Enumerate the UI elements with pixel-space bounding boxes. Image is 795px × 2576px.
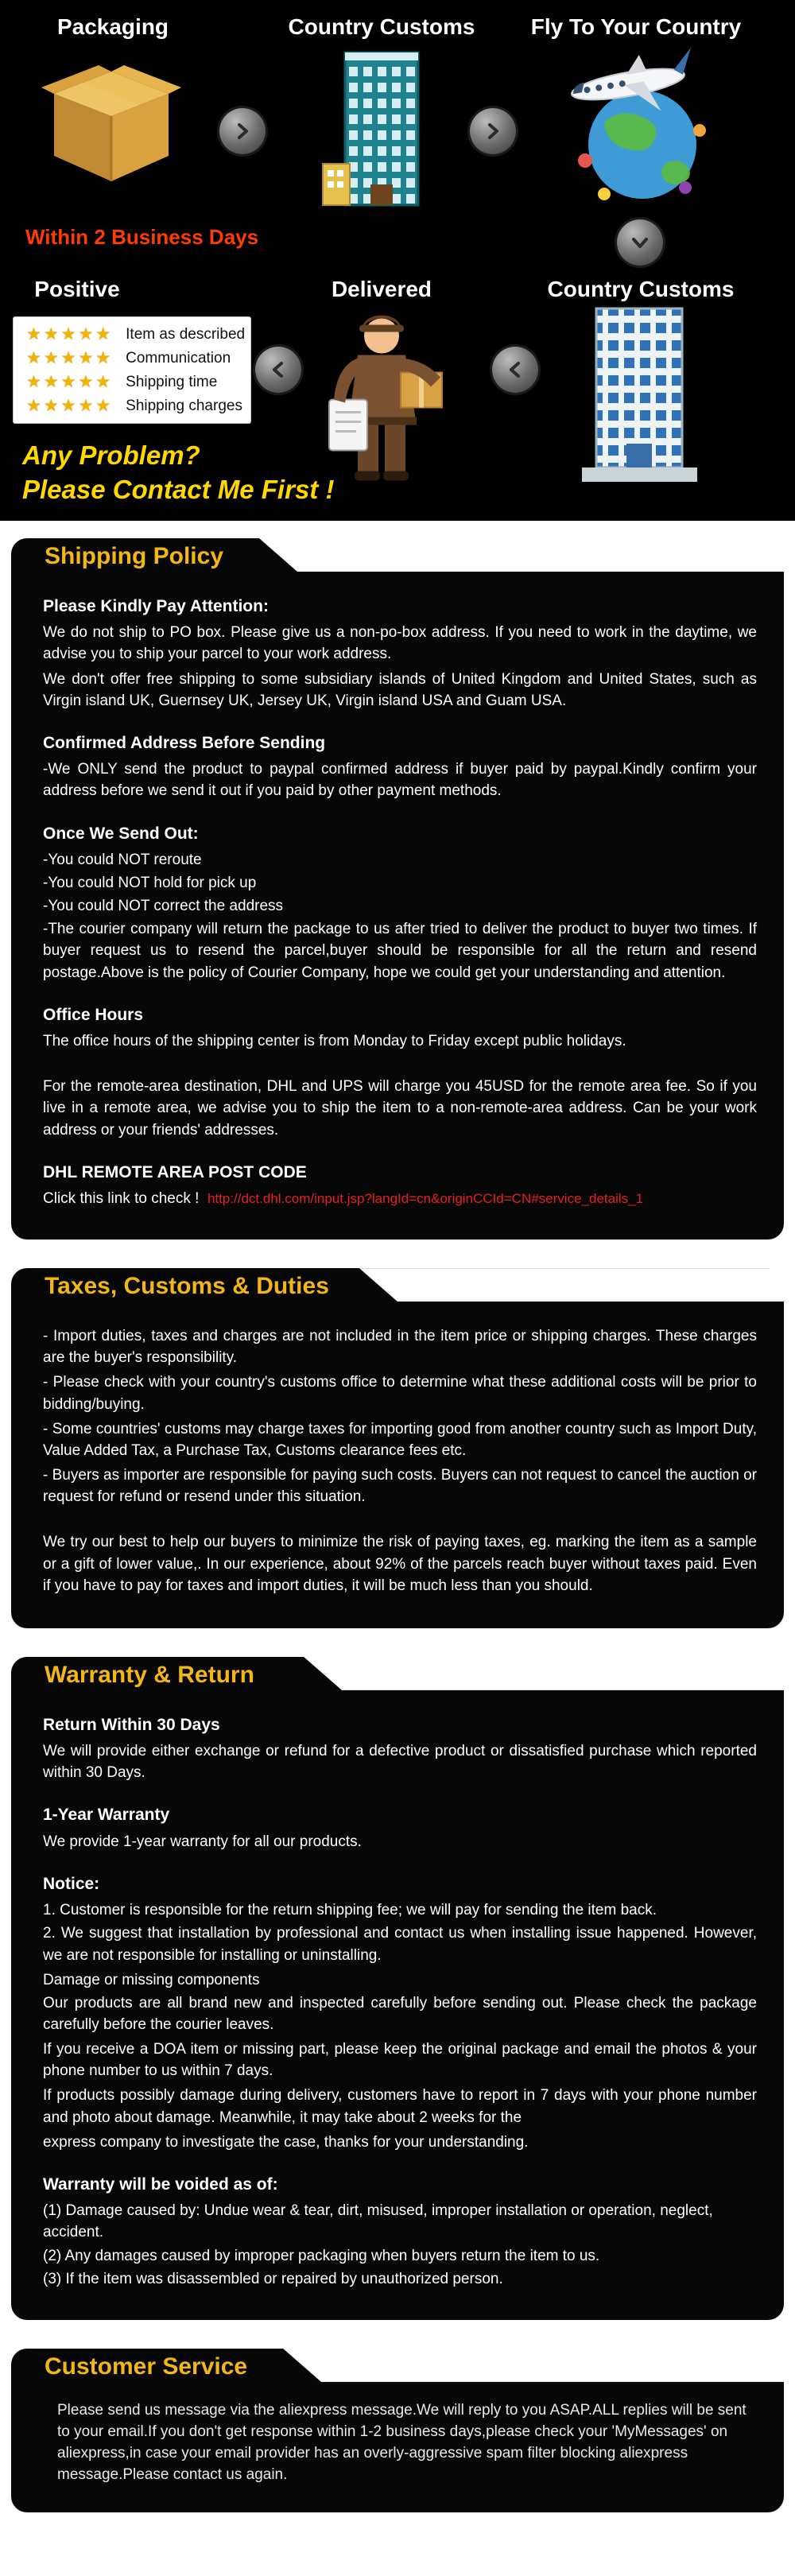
rating-row [26, 349, 238, 367]
section-subheading: Once We Send Out: [43, 824, 199, 843]
flow-arrow-right-icon [470, 108, 516, 154]
section-paragraph: -The courier company will return the package to us after tried to deliver the product to buyer two times. If buyer request us to resend the parcel,buyer should be responsible for all the return and resend postage.Above is the policy of Courier Company, hope we could get your understanding and attention. [43, 921, 757, 981]
rating-row [26, 397, 242, 416]
rating-label: Communication [126, 349, 231, 367]
section-paragraph: For the remote-area destination, DHL and UPS will charge you 45USD for the remote area fee. So if you live in a remote area, we advise you to ship the item to a non-remote-area address. Can be your work address or your friends' addresses. [43, 1078, 757, 1139]
link-caption-line [43, 1188, 757, 1209]
section-title: Taxes, Customs & Duties [45, 1273, 329, 1300]
flow-step-label-country-customs-bottom: Country Customs [547, 277, 735, 301]
section-title: Customer Service [45, 2353, 248, 2380]
section-paragraph: - Import duties, taxes and charges are not included in the item price or shipping charges. These charges are the buyer's responsibility. [43, 1328, 757, 1367]
section-body [43, 2399, 757, 2486]
section-body [43, 1714, 757, 2290]
section-paragraph: 2. We suggest that installation by professional and contact us when installing issue happened. However, we are not responsible for installing or uninstalling. [43, 1925, 757, 1964]
contact-note-line1: Any Problem? [22, 440, 200, 470]
section-paragraph: If products possibly damage during delivery, customers have to report in 7 days with your phone number and photo about damage. Meanwhile, it may take about 2 weeks for the [43, 2087, 757, 2126]
contact-note-line2: Please Contact Me First ! [22, 474, 335, 504]
package-box-icon [40, 56, 183, 191]
section-paragraph: Please send us message via the aliexpress message.We will reply to you ASAP.ALL replies will be sent to your email.If you don't get response within 1-2 business days,please check your 'MyMessages' on aliexpress,in case your email provider has an overly-aggressive spam filter blocking aliexpress message.Please contact us again. [57, 2401, 747, 2484]
section-subheading: DHL REMOTE AREA POST CODE [43, 1162, 307, 1181]
section-header-cutout [359, 1268, 784, 1302]
customs-building-icon [318, 48, 441, 215]
section-paragraph: - Buyers as importer are responsible for paying such costs. Buyers can not request to cancel the auction or request for refund or resend under this situation. [43, 1467, 757, 1506]
section-header-cutout [304, 1657, 784, 1690]
section-paragraph: -You could NOT hold for pick up [43, 874, 257, 891]
section-paragraph: We don't offer free shipping to some subsidiary islands of United Kingdom and United States, such as Virgin island UK, Guernsey UK, Jersey UK, Virgin island USA and Guam USA. [43, 670, 757, 709]
section-subheading: Notice: [43, 1874, 100, 1893]
rating-label: Item as described [126, 325, 246, 343]
flow-arrow-left-icon [255, 347, 301, 393]
airplane-globe-icon [549, 41, 719, 214]
taxes-customs-duties-section [11, 1268, 784, 1628]
feedback-ratings-panel [13, 316, 251, 424]
section-subheading: Return Within 30 Days [43, 1715, 220, 1734]
flow-step-label-country-customs-top: Country Customs [288, 14, 475, 39]
section-paragraph: - Some countries' customs may charge taxes for importing good from another country such as Import Duty, Value Added Tax, a Purchase Tax, Customs clearance fees etc. [43, 1420, 757, 1459]
section-paragraph: We provide 1-year warranty for all our products. [43, 1833, 362, 1850]
section-subheading: 1-Year Warranty [43, 1806, 170, 1825]
section-paragraph: Our products are all brand new and inspected carefully before sending out. Please check the package carefully before the courier leaves. [43, 1994, 757, 2033]
rating-stars-icon: ★★★★★ [26, 397, 114, 416]
shipping-flow-banner [0, 0, 795, 521]
section-subheading: Confirmed Address Before Sending [43, 733, 326, 752]
rating-row [26, 373, 238, 391]
section-title: Shipping Policy [45, 543, 224, 569]
shipping-policy-section [11, 538, 784, 1240]
packaging-time-note: Within 2 Business Days [25, 225, 259, 249]
section-paragraph: -You could NOT reroute [43, 851, 202, 868]
section-header-cutout [259, 538, 784, 572]
section-paragraph: Damage or missing components [43, 1971, 260, 1988]
flow-arrow-down-icon [617, 219, 663, 266]
section-paragraph: We do not ship to PO box. Please give us a non-po-box address. If you need to work in the daytime, we advise you to ship your parcel to your work address. [43, 624, 757, 663]
section-paragraph: - Please check with your country's customs office to determine what these additional costs will be prior to bidding/buying. [43, 1374, 757, 1413]
flow-step-label-positive: Positive [34, 277, 120, 301]
warranty-return-section [11, 1657, 784, 2320]
section-paragraph: If you receive a DOA item or missing part, please keep the original package and email the photos & your phone number to us within 7 days. [43, 2041, 757, 2080]
section-paragraph: We try our best to help our buyers to minimize the risk of paying taxes, eg. marking the item as a sample or a gift of lower value,. In our experience, about 92% of the parcels reach buyer without taxes paid. Even if you have to pay for taxes and import duties, it will be much less than you should. [43, 1534, 757, 1594]
section-subheading: Office Hours [43, 1005, 144, 1024]
customer-service-section [11, 2349, 784, 2513]
section-header-cutout [283, 2349, 784, 2382]
section-paragraph: We will provide either exchange or refund for a defective product or dissatisfied purchase which reported within 30 Days. [43, 1743, 757, 1782]
link-caption: Click this link to check ! [43, 1189, 207, 1207]
flow-arrow-right-icon [219, 108, 266, 154]
flow-step-label-fly: Fly To Your Country [530, 14, 742, 39]
section-paragraph: The office hours of the shipping center is from Monday to Friday except public holidays. [43, 1033, 626, 1050]
rating-stars-icon: ★★★★★ [26, 349, 114, 368]
rating-label: Shipping time [126, 373, 218, 390]
flow-step-label-packaging: Packaging [56, 14, 169, 39]
section-title: Warranty & Return [45, 1661, 254, 1688]
rating-stars-icon: ★★★★★ [26, 373, 114, 392]
section-body [43, 596, 757, 1209]
spacer [43, 1511, 757, 1531]
section-subheading: Warranty will be voided as of: [43, 2174, 278, 2194]
section-paragraph: -You could NOT correct the address [43, 898, 284, 915]
section-paragraph: (1) Damage caused by: Undue wear & tear, dirt, misused, improper installation or operation, neglect, accident. [43, 2202, 713, 2241]
flow-arrow-left-icon [492, 347, 538, 393]
flow-step-label-delivered: Delivered [331, 277, 432, 301]
dhl-remote-area-link[interactable]: http://dct.dhl.com/input.jsp?langId=cn&originCCId=CN#service_details_1 [207, 1190, 644, 1206]
spacer [43, 1055, 757, 1076]
contact-note [22, 439, 334, 507]
rating-row [26, 325, 246, 343]
section-paragraph: (2) Any damages caused by improper packaging when buyers return the item to us. [43, 2247, 600, 2264]
section-paragraph: -We ONLY send the product to paypal confirmed address if buyer paid by paypal.Kindly confirm your address before we send it out if you paid by other payment methods. [43, 761, 757, 800]
section-paragraph: (3) If the item was disassembled or repaired by unauthorized person. [43, 2270, 503, 2287]
rating-stars-icon: ★★★★★ [26, 325, 114, 343]
section-subheading: Please Kindly Pay Attention: [43, 597, 269, 615]
section-body [43, 1325, 757, 1596]
section-paragraph: 1. Customer is responsible for the return shipping fee; we will pay for sending the item back. [43, 1902, 657, 1919]
section-paragraph: express company to investigate the case, thanks for your understanding. [43, 2133, 529, 2151]
rating-label: Shipping charges [126, 397, 242, 414]
customs-building-icon [574, 302, 705, 493]
